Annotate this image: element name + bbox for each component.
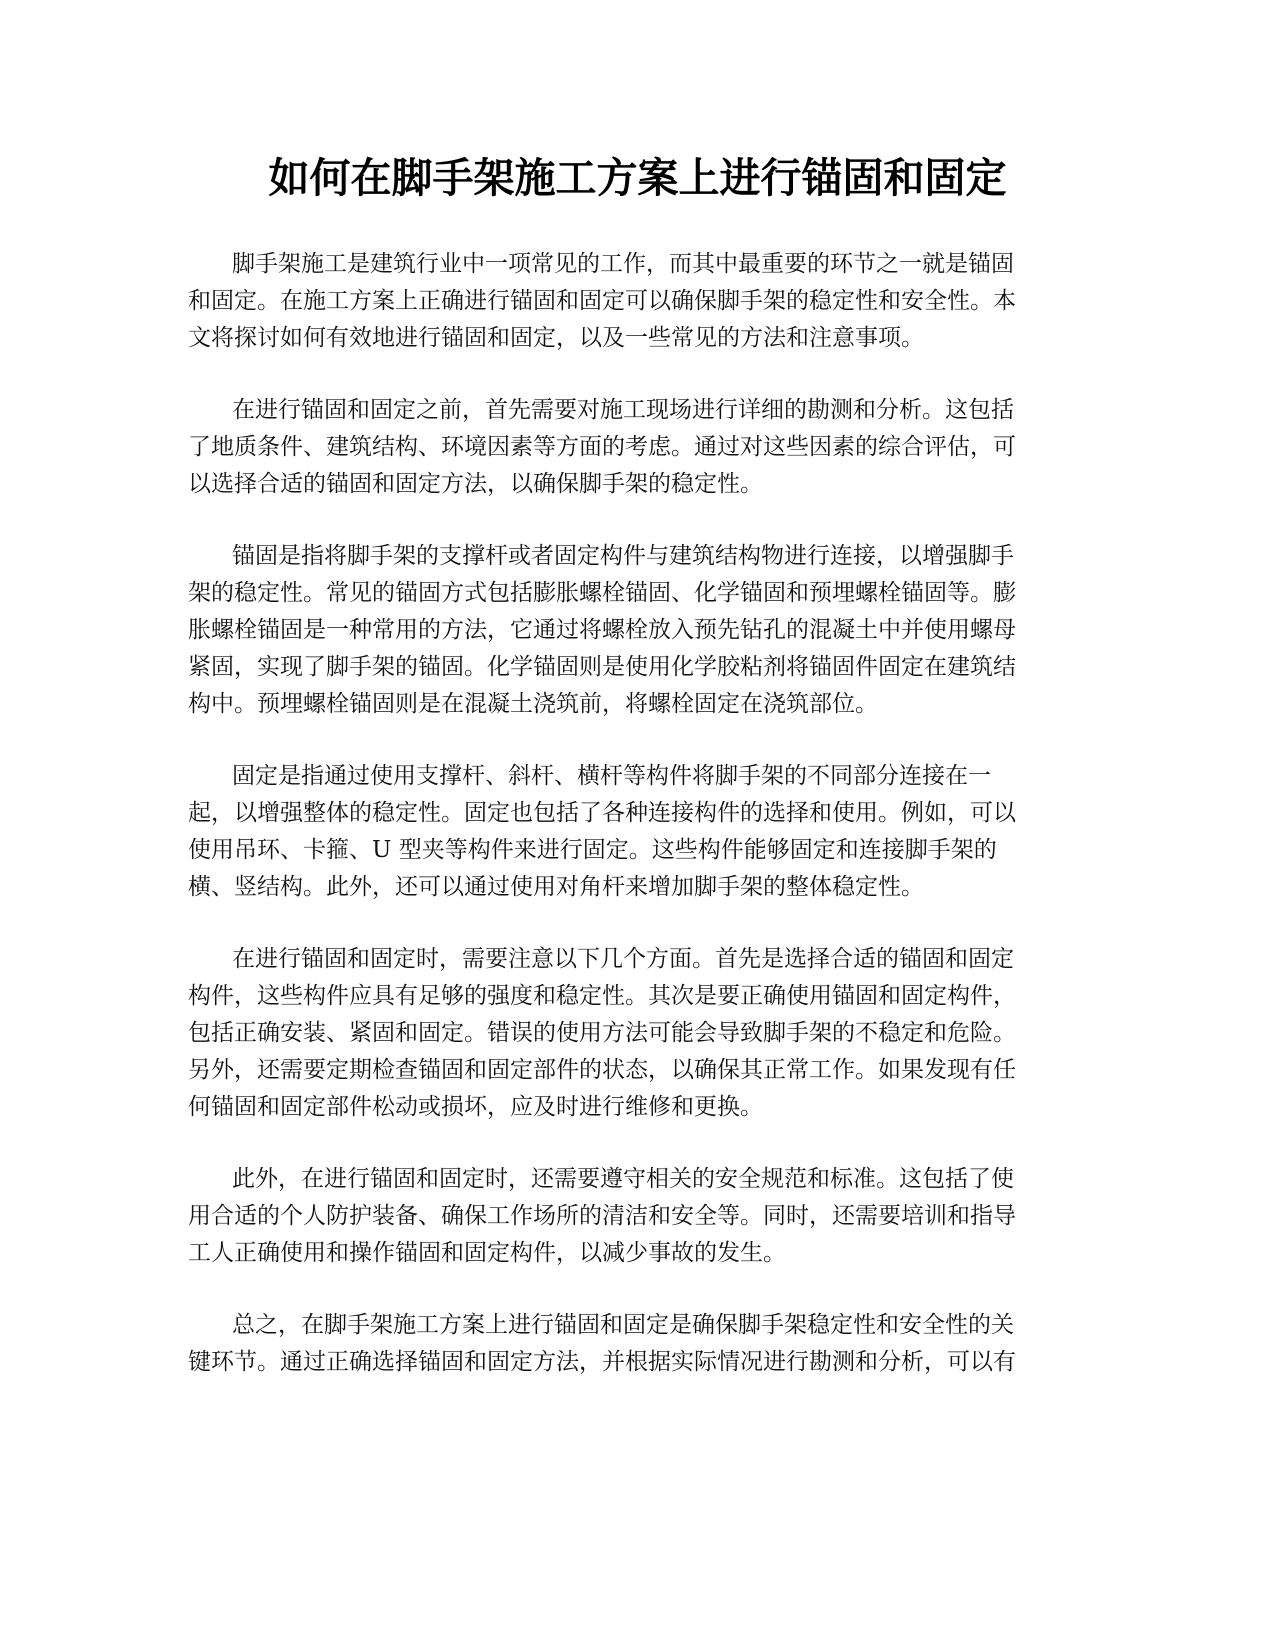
document-title: 如何在脚手架施工方案上进行锚固和固定 xyxy=(268,154,1007,202)
paragraph-line: 何锚固和固定部件松动或损坏，应及时进行维修和更换。 xyxy=(188,1094,763,1120)
paragraph-line: 锚固是指将脚手架的支撑杆或者固定构件与建筑结构物进行连接，以增强脚手 xyxy=(232,543,1014,569)
paragraph-anchoring xyxy=(188,538,1088,723)
paragraph-line: 构件，这些构件应具有足够的强度和稳定性。其次是要正确使用锚固和固定构件， xyxy=(188,983,1016,1009)
paragraph-line: 以选择合适的锚固和固定方法，以确保脚手架的稳定性。 xyxy=(188,471,763,497)
paragraph-line: 总之，在脚手架施工方案上进行锚固和固定是确保脚手架稳定性和安全性的关 xyxy=(232,1312,1014,1338)
paragraph-line: 在进行锚固和固定之前，首先需要对施工现场进行详细的勘测和分析。这包括 xyxy=(232,397,1014,423)
paragraph-survey xyxy=(188,392,1088,503)
paragraph-line: 脚手架施工是建筑行业中一项常见的工作，而其中最重要的环节之一就是锚固 xyxy=(232,251,1014,277)
paragraph-intro xyxy=(188,246,1088,357)
paragraph-line: 固定是指通过使用支撑杆、斜杆、横杆等构件将脚手架的不同部分连接在一 xyxy=(232,763,991,789)
paragraph-safety xyxy=(188,1161,1088,1272)
paragraph-line: 包括正确安装、紧固和固定。错误的使用方法可能会导致脚手架的不稳定和危险。 xyxy=(188,1020,1016,1046)
paragraph-precautions xyxy=(188,941,1088,1126)
paragraph-line: 此外，在进行锚固和固定时，还需要遵守相关的安全规范和标准。这包括了使 xyxy=(232,1166,1014,1192)
paragraph-line: 用合适的个人防护装备、确保工作场所的清洁和安全等。同时，还需要培训和指导 xyxy=(188,1203,1016,1229)
paragraph-line: 架的稳定性。常见的锚固方式包括膨胀螺栓锚固、化学锚固和预埋螺栓锚固等。膨 xyxy=(188,580,1016,606)
document-body xyxy=(188,246,1088,1416)
paragraph-fixing xyxy=(188,758,1088,906)
paragraph-conclusion xyxy=(188,1307,1088,1381)
paragraph-line: 了地质条件、建筑结构、环境因素等方面的考虑。通过对这些因素的综合评估，可 xyxy=(188,434,1016,460)
paragraph-line: 紧固，实现了脚手架的锚固。化学锚固则是使用化学胶粘剂将锚固件固定在建筑结 xyxy=(188,654,1016,680)
paragraph-line: 使用吊环、卡箍、U 型夹等构件来进行固定。这些构件能够固定和连接脚手架的 xyxy=(188,837,997,863)
paragraph-line: 在进行锚固和固定时，需要注意以下几个方面。首先是选择合适的锚固和固定 xyxy=(232,946,1014,972)
paragraph-line: 胀螺栓锚固是一种常用的方法，它通过将螺栓放入预先钻孔的混凝土中并使用螺母 xyxy=(188,617,1016,643)
paragraph-line: 另外，还需要定期检查锚固和固定部件的状态，以确保其正常工作。如果发现有任 xyxy=(188,1057,1016,1083)
paragraph-line: 文将探讨如何有效地进行锚固和固定，以及一些常见的方法和注意事项。 xyxy=(188,325,924,351)
paragraph-line: 起，以增强整体的稳定性。固定也包括了各种连接构件的选择和使用。例如，可以 xyxy=(188,800,1016,826)
paragraph-line: 工人正确使用和操作锚固和固定构件，以减少事故的发生。 xyxy=(188,1240,786,1266)
paragraph-line: 构中。预埋螺栓锚固则是在混凝土浇筑前，将螺栓固定在浇筑部位。 xyxy=(188,691,878,717)
paragraph-line: 键环节。通过正确选择锚固和固定方法，并根据实际情况进行勘测和分析，可以有 xyxy=(188,1349,1016,1375)
paragraph-line: 横、竖结构。此外，还可以通过使用对角杆来增加脚手架的整体稳定性。 xyxy=(188,874,924,900)
paragraph-line: 和固定。在施工方案上正确进行锚固和固定可以确保脚手架的稳定性和安全性。本 xyxy=(188,288,1016,314)
